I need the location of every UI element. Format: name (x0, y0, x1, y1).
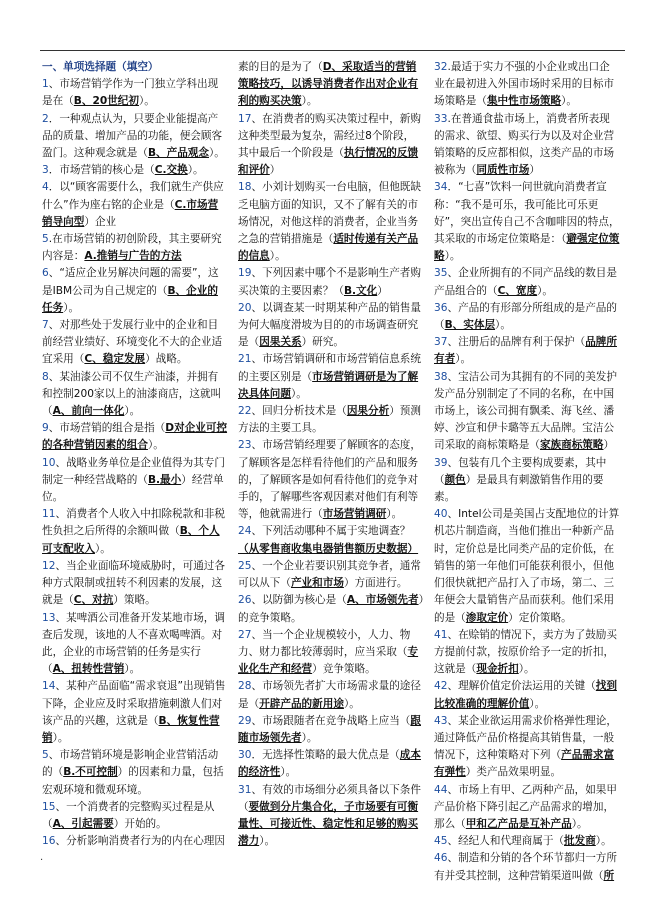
answer-text: B、实体层 (444, 319, 496, 332)
question-text: 、在消费者的购买决策过程中，新购这种类型最为复杂，需经过8个阶段，其中最后一个阶段是（ (238, 112, 421, 160)
question-text: 、消费者个人收入中扣除税款和非税性负担之后所得的余额叫做（ (42, 508, 225, 538)
question-number: 46 (434, 852, 448, 865)
answer-text: 品牌所有者 (434, 336, 617, 366)
answer-text: 同质性市场 (476, 164, 530, 177)
question-text-tail: ）策略。 (113, 594, 156, 607)
question-item (238, 678, 424, 712)
question-number: 10 (42, 456, 56, 469)
question-number: 36 (434, 301, 448, 314)
question-text: 、战略业务单位是企业值得为其专门制定一种经营战略的（ (42, 456, 225, 486)
question-number: 20 (238, 301, 252, 314)
question-item (42, 179, 228, 231)
answer-text: B、20世纪初 (73, 95, 139, 108)
section-heading: 一、单项选择题（填空） (42, 61, 159, 73)
answer-text: D、采取适当的营销策略技巧，以诱导消费者作出对企业有利的购买决策 (238, 61, 419, 108)
answer-text: B、产品观念 (147, 147, 209, 160)
question-text-tail: ）。 (386, 508, 403, 521)
question-number: 3 (42, 164, 49, 177)
question-item (434, 179, 620, 265)
question-item (42, 799, 228, 833)
answer-text: 成本的经济性 (238, 749, 421, 779)
question-text-tail: ）。 (147, 439, 164, 452)
question-number: 5 (42, 233, 49, 246)
question-text-tail: ）。 (518, 663, 535, 676)
question-number: 40 (434, 508, 448, 521)
answer-text: 市场营销调研 (322, 508, 387, 521)
question-item (238, 558, 424, 592)
question-text-tail: ）。 (595, 835, 612, 848)
question-number: 18 (238, 181, 252, 194)
question-number: 43 (434, 714, 448, 727)
question-item (238, 351, 424, 403)
column-middle (238, 59, 424, 850)
question-item (434, 627, 620, 679)
question-number: 2 (42, 112, 49, 125)
question-number: 16 (42, 835, 56, 848)
footer-mark: . (40, 852, 44, 863)
question-item (434, 850, 620, 884)
question-text-tail: ）。 (124, 405, 141, 418)
question-item (42, 506, 228, 558)
answer-text: A.推销与广告的方法 (84, 250, 182, 263)
question-item (434, 782, 620, 834)
question-number: 38 (434, 370, 448, 383)
question-item (42, 265, 228, 317)
question-number: 24 (238, 525, 252, 538)
question-item (42, 369, 228, 421)
question-item (434, 506, 620, 626)
answer-text: 产品需求富有弹性 (434, 749, 615, 779)
answer-text: B.文化 (343, 284, 378, 297)
question-number: 45 (434, 835, 448, 848)
question-text-tail: ）预测方法的主要工具。 (238, 405, 421, 435)
question-number: 39 (434, 456, 448, 469)
question-text-tail: ）。 (561, 95, 578, 108)
answer-text: B.最小 (147, 473, 182, 486)
answer-text: 甲和乙产品是互补产品 (465, 817, 572, 830)
question-text-tail: ）定价策略。 (508, 611, 572, 624)
question-text-tail: ）方面进行。 (343, 577, 408, 590)
question-number: 32 (434, 61, 448, 73)
question-number: 17 (238, 112, 252, 125)
answer-text: A、引起需要 (52, 817, 114, 830)
question-text: 、注册后的品牌有利于保护（ (447, 336, 586, 349)
answer-text: 家族商标策略 (539, 439, 604, 452)
answer-text: 颜色 (444, 473, 466, 486)
question-text: 、企业所拥有的不同产品线的数目是产品组合的（ (434, 267, 617, 297)
question-item (434, 59, 620, 111)
question-number: 13 (42, 611, 56, 624)
answer-text: （从零售商收集电器销售额历史数据） (238, 542, 419, 555)
question-text: 、对那些处于发展行业中的企业和目前经营业绩好、环境变化不大的企业适宜采用（ (42, 319, 223, 366)
question-text-tail: ） (603, 439, 615, 452)
question-text-tail: ）。 (280, 766, 297, 779)
answer-text: B.不可控制 (63, 766, 118, 779)
question-item (238, 713, 424, 747)
answer-text: 产业和市场 (290, 577, 344, 590)
question-text-tail: ）。 (301, 731, 318, 744)
question-text: 、以防御为核心是（ (251, 594, 347, 607)
question-text: 、分析影响消费者行为的内在心理因 (55, 835, 225, 848)
answer-text: C.交换 (154, 164, 188, 177)
question-number: 11 (42, 508, 56, 521)
question-number: 31 (238, 783, 252, 796)
question-number: 8 (42, 370, 49, 383)
question-text: .最适于实力不强的小企业或出口企业在最初进入外国市场时采用的目标市场策略是（ (434, 61, 615, 108)
question-text: 、产品的有形部分所组成的是产品的（ (434, 301, 617, 332)
question-text: 、在赊销的情况下，卖方为了鼓励买方提前付款，按原价给予一定的折扣，这就是（ (434, 628, 617, 676)
question-text: 、经纪人和代理商属于（ (447, 835, 565, 848)
answer-text: 集中性市场策略 (486, 95, 562, 108)
question-number: 29 (238, 714, 252, 727)
question-number: 35 (434, 267, 448, 280)
question-item (238, 300, 424, 352)
question-number: 30 (238, 749, 252, 762)
question-text: 、某油漆公司不仅生产油漆，并拥有和控制200家以上的油漆商店，这就叫（ (42, 370, 222, 418)
question-text-tail: ）研究。 (301, 336, 344, 349)
answer-text: B、企业的任务 (42, 284, 218, 314)
question-text: 、市场营销的组合是指（ (48, 422, 166, 435)
question-number: 23 (238, 439, 252, 452)
question-text: 素的目的是为了（ (238, 61, 323, 73)
question-item (42, 76, 228, 110)
question-text: 、“适应企业另解决问题的需要”，这是IBM公司为自己规定的（ (42, 267, 219, 297)
question-text-tail: ）类产品效果明显。 (465, 766, 562, 779)
question-list-left (42, 76, 228, 850)
answer-text: 开辟产品的新用途 (259, 697, 344, 710)
question-item (238, 403, 424, 437)
question-text: 、一个消费者的完整购买过程是从（ (42, 800, 215, 830)
question-number: 9 (42, 422, 49, 435)
question-text: 、有效的市场细分必须具备以下条件（ (238, 783, 421, 813)
question-text-tail: ）。 (301, 95, 318, 108)
question-text: .在普通食盐市场上，消费者所表现的需求、欲望、购买行为以及对企业营销策略的反应都相似，这类产品的市场被称为（ (434, 112, 615, 177)
header-rule (40, 50, 625, 51)
question-number: 22 (238, 405, 252, 418)
question-item (238, 111, 424, 180)
question-text-tail: ）。 (571, 817, 588, 830)
question-text-tail: ）开始的。 (113, 817, 167, 830)
question-item (42, 610, 228, 679)
question-text-tail: ）是最具有刺激销售作用的要素。 (434, 473, 604, 504)
column-right (434, 59, 620, 885)
question-text: 、某企业欲运用需求价格弹性理论，通过降低产品价格提高其销售量，一般情况下，这种策略对下列（ (434, 714, 617, 762)
answer-text: C、宽度 (497, 284, 538, 297)
question-number: 21 (238, 353, 252, 366)
question-text-tail: ）。 (455, 353, 472, 366)
question-item (238, 437, 424, 523)
question-text-tail: ）。 (537, 284, 554, 297)
question-text: 、市场上有甲、乙两种产品，如果甲产品价格下降引起乙产品需求的增加，那么（ (434, 783, 617, 830)
question-text: 、市场领先者扩大市场需求量的途径是（ (238, 680, 421, 710)
question-number: 12 (42, 559, 56, 572)
question-text: 、回归分析技术是（ (251, 405, 347, 418)
answer-text: 因果关系 (259, 336, 302, 349)
question-item (434, 713, 620, 782)
question-text-tail: ）。 (94, 542, 111, 555)
question-text: 、市场营销调研和市场营销信息系统的主要区别是（ (238, 353, 421, 383)
question-number: 41 (434, 628, 448, 641)
question-item (434, 111, 620, 180)
question-item (238, 523, 424, 557)
question-text-tail: ）。 (529, 697, 546, 710)
question-text-tail: ） (269, 164, 281, 177)
question-number: 33 (434, 112, 448, 125)
question-number: 6 (42, 267, 49, 280)
question-number: 26 (238, 594, 252, 607)
question-number: 28 (238, 680, 252, 693)
question-text: 、一个企业若要识别其竞争者，通常可以从下（ (238, 559, 421, 590)
question-item (434, 334, 620, 368)
question-item (42, 162, 228, 179)
question-item (238, 782, 424, 851)
question-number: 1 (42, 78, 49, 91)
answer-text: A、扭转性营销 (52, 663, 125, 676)
question-text: 、以调查某一时期某种产品的销售量为何大幅度滑坡为目的的市场调查研究是（ (238, 301, 421, 349)
question-text-tail: ） (529, 164, 540, 177)
question-text-tail: ）的因素和力量，包括宏观环境和微观环境。 (42, 766, 224, 796)
answer-text: 找到比较准确的理解价值 (434, 680, 617, 710)
question-text: ．一种观点认为，只要企业能提高产品的质量、增加产品的功能，便会顾客盈门。这种观念就是（ (42, 112, 223, 160)
question-text: ．以“顾客需要什么，我们就生产供应什么”作为座右铭的企业是（ (42, 181, 224, 211)
answer-text: C、稳定发展 (84, 353, 146, 366)
question-text-tail: ）。 (269, 250, 286, 263)
question-text: 、下列活动哪种不属于实地调查？ (251, 525, 411, 538)
question-text: 、市场营销经理要了解顾客的态度，了解顾客是怎样看待他们的产品和服务的，了解顾客是如何看待他们的竞争对手的，了解哪些客观因素对他们有利等等，他就需进行（ (238, 439, 421, 521)
question-text-tail: ） (377, 284, 388, 297)
answer-text: A、前向一体化 (52, 405, 125, 418)
answer-text: B、恢复性营销 (42, 714, 220, 744)
question-item (42, 455, 228, 507)
question-number: 19 (238, 267, 252, 280)
question-text: 、包装有几个主要构成要素，其中（ (434, 456, 607, 486)
question-text-tail: ）。 (52, 731, 69, 744)
question-number: 14 (42, 680, 56, 693)
question-item (42, 678, 228, 747)
question-text-tail: ）。 (444, 250, 461, 263)
question-text-tail: ）。 (259, 835, 276, 848)
question-item (42, 111, 228, 163)
question-text-tail: ）。 (63, 301, 80, 314)
answer-text: 批发商 (564, 835, 596, 848)
question-number: 25 (238, 559, 252, 572)
question-number: 34 (434, 181, 448, 194)
question-number: 37 (434, 336, 448, 349)
question-text: 、当一个企业规模较小，人力、物力、财力都比较薄弱时，应当采取（ (238, 628, 411, 658)
answer-text: D对企业可控的各种营销因素的组合 (42, 422, 228, 452)
question-item (434, 678, 620, 712)
question-item (434, 265, 620, 299)
answer-text: 所 (603, 869, 615, 882)
question-list-middle (238, 59, 424, 850)
question-text: ．无选择性策略的最大优点是（ (251, 749, 400, 762)
question-item (434, 455, 620, 507)
answer-text: 渗取定价 (465, 611, 509, 624)
question-text: ．市场营销的核心是（ (48, 164, 155, 177)
answer-text: 现金折扣 (476, 663, 519, 676)
question-item (238, 592, 424, 626)
question-text: ．“七喜”饮料一问世就向消费者宣称：“我不是可乐，我可能比可乐更好”，突出宣传自己不含咖啡因的特点，其采取的市场定位策略是：（ (434, 181, 620, 246)
question-text: 、市场营销环境是影响企业营销活动的（ (42, 749, 219, 779)
question-item (42, 231, 228, 265)
answer-text: 执行情况的反馈和评价 (238, 147, 419, 177)
question-text-tail: ）。 (124, 663, 141, 676)
question-text: 、制造和分销的各个环节都归一方所有并受其控制，这种营销渠道叫做（ (434, 852, 617, 882)
question-text: 、理解价值定价法运用的关键（ (447, 680, 596, 693)
question-item (238, 747, 424, 781)
question-item (42, 747, 228, 799)
question-item (434, 369, 620, 455)
question-item (42, 420, 228, 454)
question-text-tail: ）。 (138, 95, 155, 108)
question-item (238, 59, 424, 111)
question-text: .在市场营销的初创阶段，其主要研究内容是： (42, 233, 222, 263)
question-text-tail: ）。 (495, 319, 511, 332)
question-text-tail: ）。 (290, 387, 307, 400)
question-number: 15 (42, 800, 56, 813)
question-text-tail: ）战略。 (145, 353, 188, 366)
answer-text: 适时传递有关产品的信息 (238, 233, 419, 263)
question-item (434, 833, 620, 850)
question-number: 44 (434, 783, 448, 796)
question-text: 、当企业面临环境威胁时，可通过各种方式限制或扭转不利因素的发展，这就是（ (42, 559, 225, 607)
question-text-tail: ）的竞争策略。 (238, 594, 424, 624)
question-text: 、市场跟随者在竞争战略上应当（ (251, 714, 411, 727)
question-number: 27 (238, 628, 252, 641)
answer-text: C.市场营销导向型 (42, 198, 219, 228)
question-list-right (434, 59, 620, 885)
answer-text: 专业化生产和经营 (238, 645, 419, 676)
question-text: 、下列因素中哪个不是影响生产者购买决策的主要因素？（ (238, 267, 421, 297)
column-left (42, 59, 228, 850)
question-item (42, 833, 228, 850)
question-text: 、宝洁公司为其拥有的不同的美发护发产品分别制定了不同的名称，在中国市场上，该公司拥有飘柔、海飞丝、潘婷、沙宣和伊卡璐等五大品牌。宝洁公司采取的商标策略是（ (434, 370, 617, 452)
question-number: 7 (42, 319, 49, 332)
question-text: 、Intel公司是美国占支配地位的计算机芯片制造商，当他们推出一种新产品时，定价总是比同类产品的定价低，在销售的第一年他们可能获利很小，但他们很快就把产品打入了市场，第二、三年便会大量销售产品而获利。他们采用的是（ (434, 508, 620, 624)
question-text: 、小刘计划购买一台电脑，但他既缺乏电脑方面的知识，又不了解有关的市场情况，对他这样的消费者，企业当务之急的营销措施是（ (238, 181, 421, 246)
question-number: 4 (42, 181, 49, 194)
question-item (238, 265, 424, 299)
question-text-tail: ）。 (343, 697, 360, 710)
question-item (42, 317, 228, 369)
question-item (238, 627, 424, 679)
question-number: 42 (434, 680, 448, 693)
question-item (238, 179, 424, 265)
answer-text: 要做到分片集合化，子市场要有可衡量性、可接近性、稳定性和足够的购买潜力 (238, 800, 419, 848)
answer-text: 因果分析 (346, 405, 390, 418)
question-item (42, 558, 228, 610)
question-text: 、某啤酒公司准备开发某地市场，调查后发现，该地的人不喜欢喝啤酒。对此，企业的市场营销的任务是实行（ (42, 611, 225, 676)
question-text-tail: ）。 (187, 164, 204, 177)
question-text: 、市场营销学作为一门独立学科出现是在（ (42, 78, 219, 108)
question-text-tail: ）经营单位。 (42, 473, 224, 504)
answer-text: 避强定位策略 (434, 233, 620, 263)
question-text-tail: ）竞争策略。 (312, 663, 376, 676)
question-text: 、某种产品面临“需求衰退”出现销售下降，企业应及时采取措施刺激人们对该产品的兴趣，这就是（ (42, 680, 226, 727)
answer-text: A、市场领先者 (346, 594, 419, 607)
answer-text: 跟随市场领先者 (238, 714, 421, 744)
answer-text: 市场营销调研是为了解决具体问题 (238, 370, 419, 400)
question-number: 5 (42, 749, 49, 762)
question-text-tail: ）企业 (84, 215, 117, 228)
question-text-tail: ）。 (208, 147, 225, 160)
answer-text: C、对抗 (73, 594, 114, 607)
question-item (434, 300, 620, 334)
answer-text: B、个人可支配收入 (42, 525, 220, 555)
